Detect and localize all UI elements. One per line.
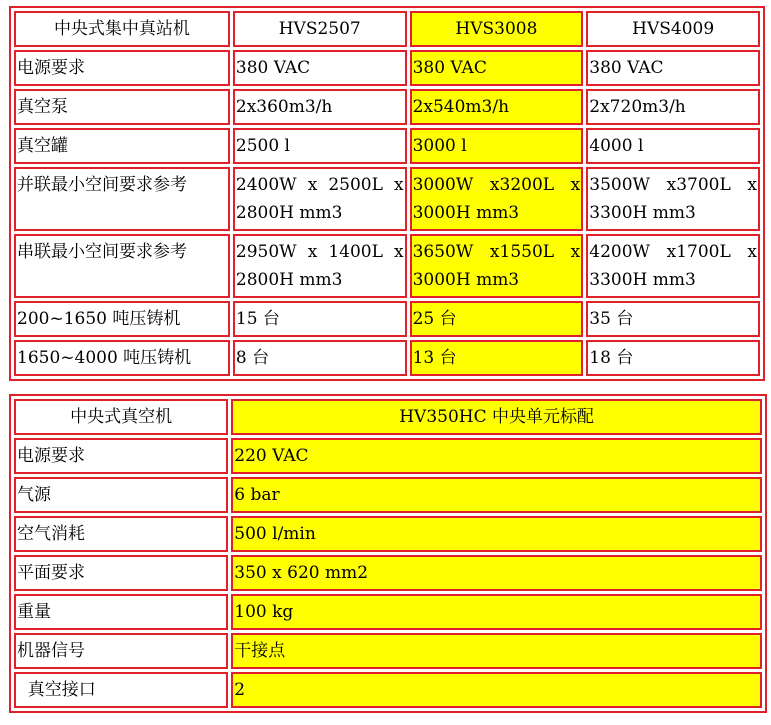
table-cell: 干接点 <box>231 633 762 669</box>
table-cell: 2x720m3/h <box>586 89 760 125</box>
row-label: 空气消耗 <box>14 516 228 552</box>
row-label: 真空泵 <box>14 89 230 125</box>
row-label: 平面要求 <box>14 555 228 591</box>
central-vacuum-unit-table <box>9 394 767 713</box>
table-row <box>14 438 762 474</box>
vacuum-station-comparison-table <box>9 6 765 381</box>
header-cell-hvs3008: HVS3008 <box>410 11 584 47</box>
table-cell: 6 bar <box>231 477 762 513</box>
table-cell: 500 l/min <box>231 516 762 552</box>
table-cell: 2400W x 2500L x 2800H mm3 <box>233 167 407 231</box>
row-label: 真空接口 <box>14 672 228 708</box>
table-row <box>14 301 760 337</box>
table-cell: 18 台 <box>586 340 760 376</box>
header-cell-hvs2507: HVS2507 <box>233 11 407 47</box>
table-cell: 2x540m3/h <box>410 89 584 125</box>
row-label: 电源要求 <box>14 50 230 86</box>
row-label: 气源 <box>14 477 228 513</box>
table-row <box>14 555 762 591</box>
table-row <box>14 672 762 708</box>
table-row <box>14 89 760 125</box>
table-cell: 100 kg <box>231 594 762 630</box>
table-cell: 220 VAC <box>231 438 762 474</box>
table-cell: 4000 l <box>586 128 760 164</box>
row-label: 串联最小空间要求参考 <box>14 234 230 298</box>
table-cell: 380 VAC <box>586 50 760 86</box>
table-cell: 3000 l <box>410 128 584 164</box>
table-header-row <box>14 399 762 435</box>
table-row <box>14 340 760 376</box>
table-cell: 4200W x1700L x 3300H mm3 <box>586 234 760 298</box>
row-label: 真空罐 <box>14 128 230 164</box>
table-cell: 2950W x 1400L x 2800H mm3 <box>233 234 407 298</box>
table-cell: 2 <box>231 672 762 708</box>
table-cell: 350 x 620 mm2 <box>231 555 762 591</box>
table-cell: 3000W x3200L x 3000H mm3 <box>410 167 584 231</box>
table-row <box>14 234 760 298</box>
table-cell: 380 VAC <box>233 50 407 86</box>
header-cell-label: 中央式真空机 <box>14 399 228 435</box>
table-cell: 13 台 <box>410 340 584 376</box>
row-label: 1650~4000 吨压铸机 <box>14 340 230 376</box>
row-label: 200~1650 吨压铸机 <box>14 301 230 337</box>
row-label: 重量 <box>14 594 228 630</box>
table-row <box>14 50 760 86</box>
table-cell: 380 VAC <box>410 50 584 86</box>
row-label: 并联最小空间要求参考 <box>14 167 230 231</box>
table-cell: 8 台 <box>233 340 407 376</box>
header-cell-label: 中央式集中真站机 <box>14 11 230 47</box>
table-cell: 15 台 <box>233 301 407 337</box>
table-cell: 35 台 <box>586 301 760 337</box>
table-header-row <box>14 11 760 47</box>
table-cell: 2x360m3/h <box>233 89 407 125</box>
header-cell-hv350hc: HV350HC 中央单元标配 <box>231 399 762 435</box>
header-cell-hvs4009: HVS4009 <box>586 11 760 47</box>
table-cell: 3650W x1550L x 3000H mm3 <box>410 234 584 298</box>
table-row <box>14 633 762 669</box>
table-row <box>14 477 762 513</box>
table-cell: 25 台 <box>410 301 584 337</box>
table-cell: 2500 l <box>233 128 407 164</box>
table-cell: 3500W x3700L x 3300H mm3 <box>586 167 760 231</box>
table-row <box>14 516 762 552</box>
table-row <box>14 128 760 164</box>
row-label: 机器信号 <box>14 633 228 669</box>
table-row <box>14 167 760 231</box>
row-label: 电源要求 <box>14 438 228 474</box>
table-row <box>14 594 762 630</box>
